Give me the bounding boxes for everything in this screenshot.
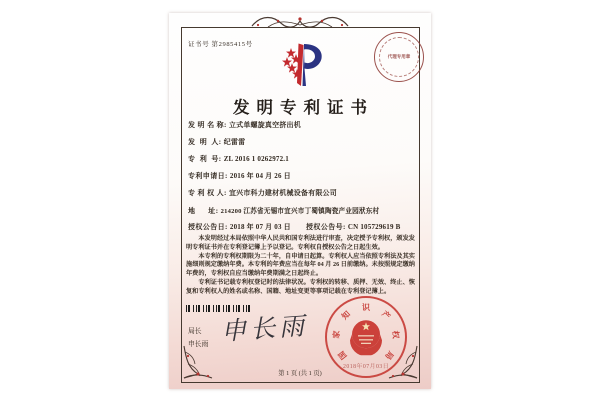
director-name: 申长雨 bbox=[188, 341, 209, 348]
field-invention-name bbox=[188, 120, 301, 130]
field-inventor bbox=[188, 137, 245, 147]
director-autograph: 申长雨 bbox=[220, 312, 310, 346]
field-address bbox=[188, 205, 379, 216]
national-emblem-icon bbox=[349, 317, 383, 355]
office-seal: 国 家 知 识 产 权 局 2018年07月03日 bbox=[325, 296, 407, 378]
field-value: 立式单螺旋真空挤出机 bbox=[228, 121, 301, 129]
legal-paragraph-1: 本发明经过本局依照中华人民共和国专利法进行审查，决定授予专利权，颁发发明专利证书并在专利登记簿上予以登记。专利权自授权公告之日起生效。 bbox=[186, 235, 415, 251]
sipo-logo bbox=[275, 42, 325, 89]
legal-paragraph-2: 本专利的专利权期限为二十年，自申请日起算。专利权人应当依照专利法及其实施细则规定缴纳年费。本专利的年费应当在每年 04 月 26 日前缴纳。未按照规定缴纳年费的，专利权自应当缴纳年费期满之日起终止。 bbox=[186, 252, 415, 278]
field-value: ZL 2016 1 0262972.1 bbox=[223, 155, 289, 163]
field-value: CN 105729619 B bbox=[347, 223, 401, 231]
field-label: 专 利 号: bbox=[188, 155, 224, 163]
field-value: 2016 年 04 月 26 日 bbox=[229, 172, 291, 180]
page-number: 第 1 页 (共 1 页) bbox=[278, 370, 322, 377]
patent-certificate bbox=[169, 13, 431, 389]
field-grant-date bbox=[188, 222, 401, 232]
field-label: 发 明 人: bbox=[188, 138, 224, 146]
field-value: 2018 年 07 月 03 日 bbox=[229, 223, 291, 231]
agency-seal bbox=[374, 32, 424, 82]
field-value: 宜兴市科力建材机械设备有限公司 bbox=[228, 189, 337, 197]
legal-text bbox=[186, 235, 415, 297]
field-label: 地 址: bbox=[188, 207, 221, 215]
field-filing-date bbox=[188, 171, 291, 181]
field-label: 专 利 权 人: bbox=[188, 189, 229, 197]
field-label: 专利申请日: bbox=[188, 172, 230, 180]
director-title: 局长 bbox=[188, 328, 202, 335]
field-label: 授权公告号: bbox=[306, 223, 348, 231]
certificate-title: 发明专利证书 bbox=[233, 98, 374, 117]
field-label: 发 明 名 称: bbox=[188, 121, 229, 129]
certificate-number: 证书号 第2985415号 bbox=[188, 41, 253, 48]
field-patentee bbox=[188, 188, 337, 198]
corner-flourish-right bbox=[385, 344, 419, 380]
field-label: 授权公告日: bbox=[188, 223, 230, 231]
office-seal-date: 2018年07月03日 bbox=[342, 364, 390, 370]
field-patent-number bbox=[188, 154, 289, 164]
field-grant-number bbox=[306, 222, 400, 232]
field-value: 214200 江苏省无锡市宜兴市丁蜀镇陶瓷产业园洑东村 bbox=[220, 208, 380, 215]
legal-paragraph-3: 专利证书记载专利权登记时的法律状况。专利权的转移、质押、无效、终止、恢复和专利权人的姓名或名称、国籍、地址变更等事项记载在专利登记簿上。 bbox=[186, 278, 415, 295]
field-value: 纪雷雷 bbox=[223, 138, 246, 146]
agency-seal-text: 代理专用章 bbox=[387, 54, 411, 60]
corner-flourish-left bbox=[182, 344, 216, 380]
